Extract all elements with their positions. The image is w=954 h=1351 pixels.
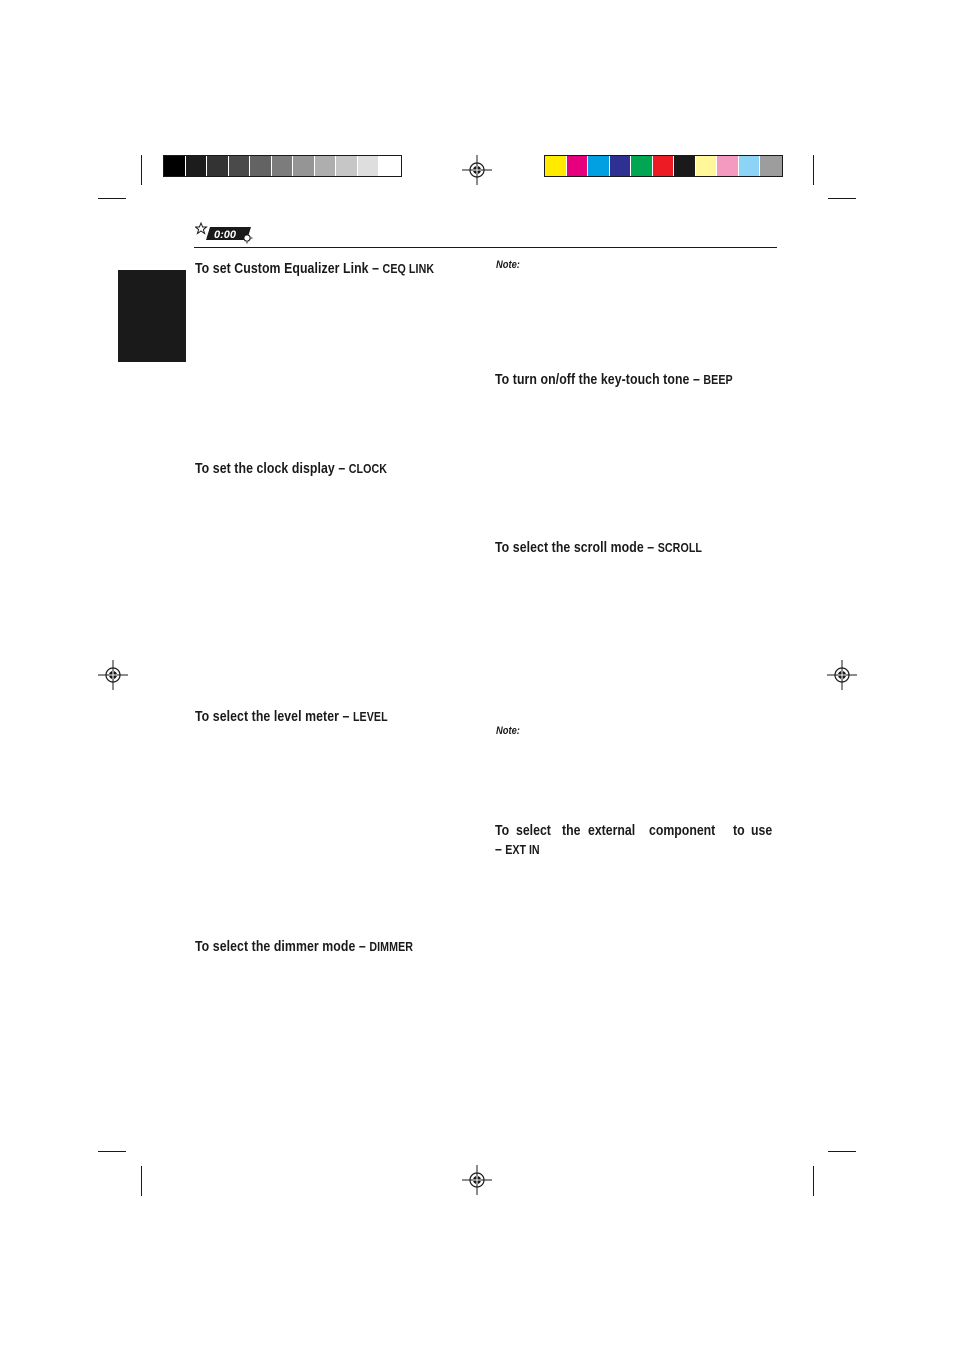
color-swatch <box>610 156 632 176</box>
crop-mark <box>141 1166 142 1196</box>
color-swatch <box>315 156 337 176</box>
crop-mark <box>98 198 126 199</box>
heading-word: select <box>515 822 551 839</box>
crop-mark <box>141 155 142 185</box>
clock-icon-label: 0:00 <box>214 229 237 241</box>
registration-mark-icon <box>462 155 492 185</box>
color-swatch <box>186 156 208 176</box>
color-swatch <box>272 156 294 176</box>
color-swatch <box>739 156 761 176</box>
color-swatch <box>631 156 653 176</box>
crop-mark <box>828 1151 856 1152</box>
heading-ceq-link: To set Custom Equalizer Link – CEQ LINK <box>195 260 435 277</box>
color-swatch <box>229 156 251 176</box>
crop-mark <box>98 1151 126 1152</box>
grayscale-calibration-bar <box>163 155 402 177</box>
heading-level: To select the level meter – LEVEL <box>195 708 388 725</box>
heading-word: external <box>587 822 636 839</box>
color-swatch <box>653 156 675 176</box>
color-swatch <box>250 156 272 176</box>
color-swatch <box>336 156 358 176</box>
heading-word: use <box>751 822 773 839</box>
crop-mark <box>828 198 856 199</box>
heading-word: component <box>649 822 716 839</box>
heading-ext-in-line1 <box>495 821 777 840</box>
header-rule <box>194 247 777 248</box>
note-label: Note: <box>496 259 520 271</box>
color-swatch <box>207 156 229 176</box>
heading-word: To <box>495 822 510 839</box>
heading-dimmer: To select the dimmer mode – DIMMER <box>195 938 414 955</box>
heading-scroll: To select the scroll mode – SCROLL <box>495 539 703 556</box>
color-swatch <box>674 156 696 176</box>
color-swatch <box>379 156 401 176</box>
section-tab <box>118 270 186 362</box>
color-swatch <box>545 156 567 176</box>
heading-word: to <box>733 822 746 839</box>
color-swatch <box>760 156 782 176</box>
clock-setting-icon <box>195 222 253 244</box>
registration-mark-icon <box>827 660 857 690</box>
color-swatch <box>588 156 610 176</box>
color-swatch <box>358 156 380 176</box>
color-swatch <box>717 156 739 176</box>
color-swatch <box>164 156 186 176</box>
color-swatch <box>696 156 718 176</box>
heading-beep: To turn on/off the key-touch tone – BEEP <box>495 371 733 388</box>
color-swatch <box>293 156 315 176</box>
heading-clock: To set the clock display – CLOCK <box>195 460 388 477</box>
registration-mark-icon <box>98 660 128 690</box>
heading-ext-in <box>495 821 777 859</box>
color-swatch <box>567 156 589 176</box>
heading-ext-in-line2: – EXT IN <box>495 841 540 858</box>
color-calibration-bar <box>544 155 783 177</box>
crop-mark <box>813 1166 814 1196</box>
crop-mark <box>813 155 814 185</box>
heading-word: the <box>561 822 581 839</box>
note-label: Note: <box>496 725 520 737</box>
registration-mark-icon <box>462 1165 492 1195</box>
